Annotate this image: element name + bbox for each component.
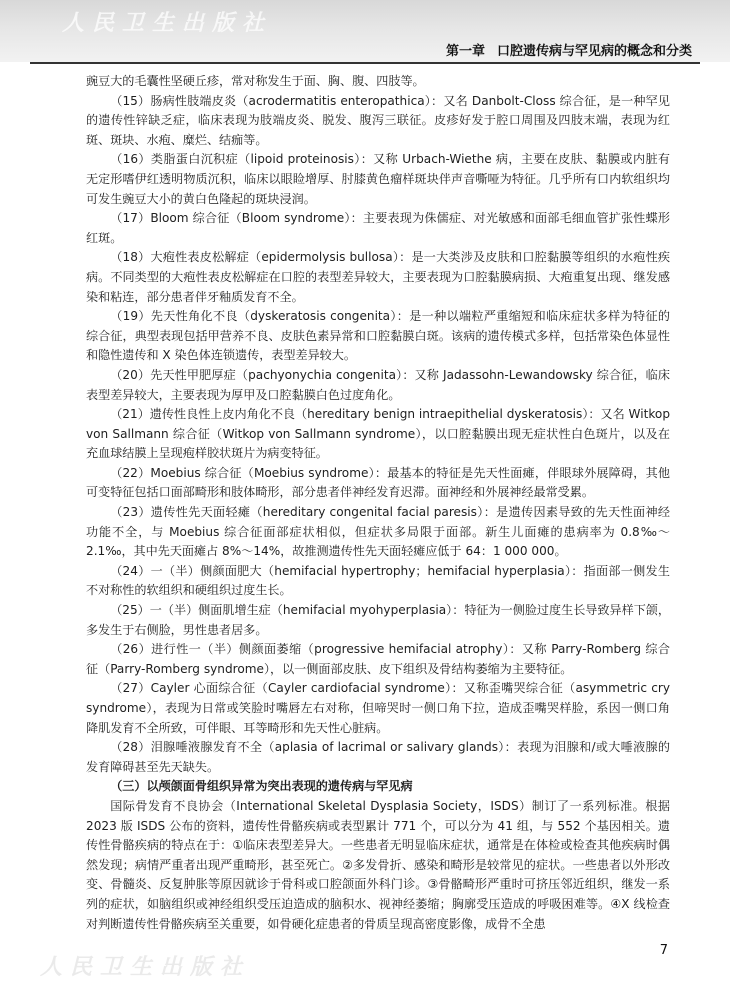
running-header [446, 40, 692, 60]
paragraph: （22）Moebius 综合征（Moebius syndrome）：最基本的特征是先天性面瘫，伴眼球外展障碍，其他可变特征包括口面部畸形和肢体畸形，部分患者伴神经发育迟滞。面神经和外展神经最常受累。 [86, 465, 670, 500]
page-number: 7 [659, 943, 668, 958]
body-text [86, 72, 670, 934]
paragraph: （25）一（半）侧面肌增生症（hemifacial myohyperplasia）：特征为一侧脸过度生长导致异样下颌，多发生于右侧脸，男性患者居多。 [86, 603, 670, 637]
paragraph: （17）Bloom 综合征（Bloom syndrome）：主要表现为侏儒症、对光敏感和面部毛细血管扩张性蝶形红斑。 [86, 211, 670, 245]
paragraph: （26）进行性一（半）侧颜面萎缩（progressive hemifacial atrophy）：又称 Parry-Romberg 综合征（Parry-Romberg syndrome），以一侧面部皮肤、皮下组织及骨结构萎缩为主要特征。 [86, 642, 670, 676]
paragraph: （23）遗传性先天面轻瘫（hereditary congenital facial paresis）：是遗传因素导致的先天性面神经功能不全，与 Moebius 综合征面部症状相似，但症状多局限于面部。新生儿面瘫的患病率为 0.8‰～2.1‰，其中先天面瘫占 8%～14%，故推测遗传性先天面轻瘫应低于 64：1 000 000。 [86, 505, 670, 559]
section-heading: （三）以颅颌面骨组织异常为突出表现的遗传病与罕见病 [110, 779, 413, 794]
paragraph: 国际骨发育不良协会（International Skeletal Dysplasia Society，ISDS）制订了一系列标准。根据 2023 版 ISDS 公布的资料，遗传性骨骼疾病或表型累计 771 个，可以分为 41 组，与 552 个基因相关。遗传性骨骼疾病的特点在于：①临床表型差异大。一些患者无明显临床症状，通常是在体检或检查其他疾病时偶然发现；病情严重者出现严重畸形，甚至死亡。②多发骨折、感染和畸形是较常见的症状。一些患者以外形改变、骨髓炎、反复肿胀等原因就诊于骨科或口腔颌面外科门诊。③骨骼畸形严重时可挤压邻近组织，继发一系列的症状，如脑组织或神经组织受压迫造成的脑积水、视神经萎缩；胸廓受压造成的呼吸困难等。④X 线检查对判断遗传性骨骼疾病至关重要，如骨硬化症患者的骨质呈现高密度影像，成骨不全患 [86, 798, 670, 931]
paragraph: （16）类脂蛋白沉积症（lipoid proteinosis）：又称 Urbach-Wiethe 病，主要在皮肤、黏膜或内脏有无定形嗜伊红透明物质沉积，临床以眼睑增厚、肘膝黄色瘤样斑块伴声音嘶哑为特征。几乎所有口内软组织均可发生豌豆大小的黄白色隆起的斑块浸润。 [86, 152, 670, 206]
paragraph: （19）先天性角化不良（dyskeratosis congenita）：是一种以端粒严重缩短和临床症状多样为特征的综合征，典型表现包括甲营养不良、皮肤色素异常和口腔黏膜白斑。该病的遗传模式多样，包括常染色体显性和隐性遗传和 X 染色体连锁遗传，表型差异较大。 [86, 309, 670, 363]
paragraph: （24）一（半）侧颜面肥大（hemifacial hypertrophy；hemifacial hyperplasia）：指面部一侧发生不对称性的软组织和硬组织过度生长。 [86, 563, 670, 598]
header-band [0, 0, 730, 62]
paragraph: 豌豆大的毛囊性坚硬丘疹，常对称发生于面、胸、腹、四肢等。 [86, 74, 425, 88]
paragraph: （15）肠病性肢端皮炎（acrodermatitis enteropathica）：又名 Danbolt-Closs 综合征，是一种罕见的遗传性锌缺乏症，临床表现为肢端皮炎、脱发、腹泻三联征。皮疹好发于腔口周围及四肢末端，表现为红斑、斑块、水疱、糜烂、结痂等。 [86, 93, 670, 147]
bottom-watermark: 人民卫生出版社 [40, 954, 251, 980]
publisher-watermark: 人民卫生出版社 [62, 10, 273, 36]
chapter-label: 第一章 [445, 44, 485, 59]
paragraph: （21）遗传性良性上皮内角化不良（hereditary benign intraepithelial dyskeratosis）：又名 Witkop von Sallmann 综合征（Witkop von Sallmann syndrome），以口腔黏膜出现无症状性白色斑片，以及在充血球结膜上呈现疱样胶状斑片为病变特征。 [86, 407, 670, 461]
paragraph: （20）先天性甲肥厚症（pachyonychia congenita）：又称 Jadassohn-Lewandowsky 综合征，临床表型差异较大，主要表现为厚甲及口腔黏膜白色过度角化。 [86, 367, 670, 402]
header-rule [30, 62, 700, 64]
paragraph: （28）泪腺唾液腺发育不全（aplasia of lacrimal or salivary glands）：表现为泪腺和/或大唾液腺的发育障碍甚至先天缺失。 [86, 740, 670, 774]
paragraph: （18）大疱性表皮松解症（epidermolysis bullosa）：是一大类涉及皮肤和口腔黏膜等组织的水疱性疾病。不同类型的大疱性表皮松解症在口腔的表型差异较大，主要表现为口腔黏膜病损、大疱重复出现、继发感染和粘连，部分患者伴牙釉质发育不全。 [86, 250, 670, 304]
paragraph: （27）Cayler 心面综合征（Cayler cardiofacial syndrome）：又称歪嘴哭综合征（asymmetric cry syndrome），表现为日常或笑脸时嘴唇左右对称，但啼哭时一侧口角下拉，造成歪嘴哭样脸，系因一侧口角降肌发育不全所致，可伴眼、耳等畸形和先天性心脏病。 [86, 681, 670, 735]
chapter-title: 口腔遗传病与罕见病的概念和分类 [496, 44, 692, 59]
